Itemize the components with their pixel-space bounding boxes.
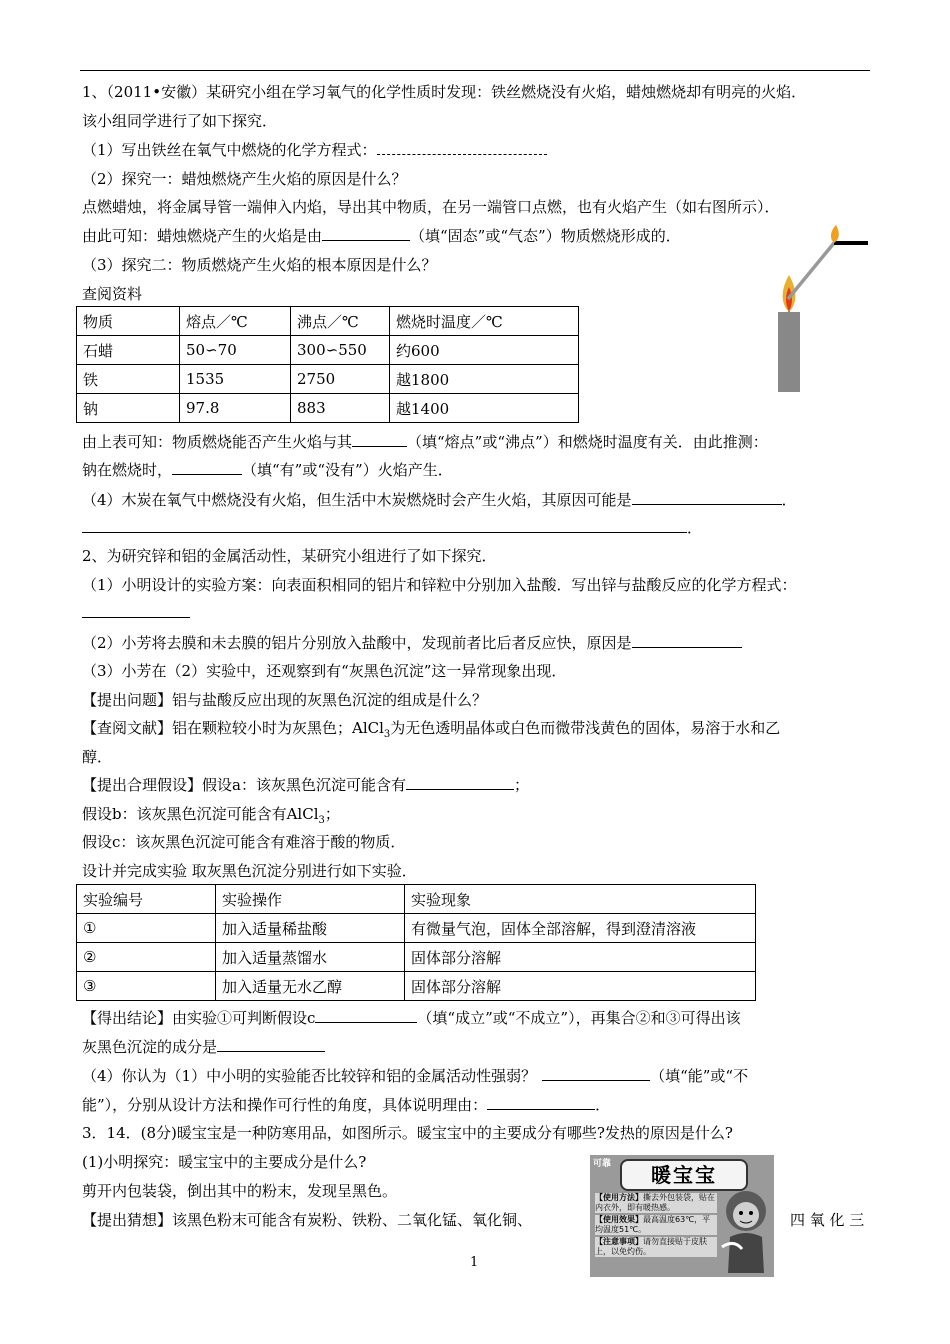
cartoon-figure [718, 1185, 772, 1275]
table-header: 燃烧时温度／℃ [390, 307, 579, 336]
table-cell: 2750 [291, 365, 390, 394]
answer-blank[interactable] [377, 145, 547, 155]
q1-sodium: 钠在燃烧时， （填“有”或“没有”）火焰产生． [82, 461, 453, 479]
experiment-table [76, 884, 756, 1001]
table-cell: 加入适量无水乙醇 [216, 972, 405, 1001]
table-cell: ③ [77, 972, 216, 1001]
q2-literature: 【查阅文献】铝在颗粒较小时为灰黑色；AlCl$_3$为无色透明晶体或白色而微带浅黄色的固体，易溶于水和乙 [82, 719, 781, 740]
table-header-row [77, 307, 579, 336]
answer-blank[interactable] [172, 460, 242, 475]
q2-question: 【提出问题】铝与盐酸反应出现的灰黑色沉淀的组成是什么？ [82, 691, 488, 709]
answer-blank[interactable] [352, 432, 407, 447]
table-cell: 加入适量蒸馏水 [216, 943, 405, 972]
candle-figure [770, 225, 870, 395]
header-rule [80, 70, 870, 71]
metal-tube [788, 243, 834, 299]
table-cell: 约600 [390, 336, 579, 365]
q1-reference: 查阅资料 [82, 285, 143, 303]
tube-flame [831, 225, 839, 243]
table-row [77, 943, 756, 972]
q1-part4: （4）木炭在氧气中燃烧没有火焰，但生活中木炭燃烧时会产生火焰，其原因可能是 ． [82, 491, 797, 509]
candle-body [778, 312, 800, 392]
table-cell: 铁 [77, 365, 180, 394]
answer-blank[interactable] [322, 226, 410, 241]
q2-design: 设计并完成实验 取灰黑色沉淀分别进行如下实验． [82, 862, 417, 880]
q2-hypothesis-b: 假设b：该灰黑色沉淀可能含有AlCl$_3$； [82, 805, 340, 826]
q2-intro: 2、为研究锌和铝的金属活动性，某研究小组进行了如下探究． [82, 547, 497, 565]
table-cell: ① [77, 914, 216, 943]
q2-part4-line2: 能”），分别从设计方法和操作可行性的角度，具体说明理由： ． [82, 1096, 611, 1114]
package-title: 暖宝宝 [620, 1159, 748, 1191]
q2-literature-end: 醇． [82, 748, 113, 766]
q1-part1: （1）写出铁丝在氧气中燃烧的化学方程式： [82, 140, 547, 160]
answer-blank[interactable] [82, 518, 687, 533]
q2-part4: （4）你认为（1）中小明的实验能否比较锌和铝的金属活动性强弱？ （填“能”或“不 [82, 1067, 749, 1085]
table-cell: ② [77, 943, 216, 972]
table-cell: 固体部分溶解 [405, 972, 756, 1001]
table-row [77, 972, 756, 1001]
q1-part3: （3）探究二：物质燃烧产生火焰的根本原因是什么？ [82, 256, 437, 274]
table-cell: 97.8 [180, 394, 291, 423]
table-cell: 石蜡 [77, 336, 180, 365]
hand-warmer-image [590, 1155, 774, 1277]
answer-blank[interactable] [487, 1095, 595, 1110]
q3-guess: 【提出猜想】该黑色粉末可能含有炭粉、铁粉、二氧化锰、氧化铜、 [82, 1211, 533, 1229]
q2-part1-answer [82, 603, 190, 623]
table-cell: 钠 [77, 394, 180, 423]
answer-blank[interactable] [632, 490, 782, 505]
q3-guess-continued: 四 氧 化 三 [790, 1211, 865, 1229]
package-logo: 可靠 [593, 1159, 612, 1169]
q3-part1: (1)小明探究：暖宝宝中的主要成分是什么? [82, 1153, 367, 1171]
answer-blank[interactable] [82, 603, 190, 618]
answer-blank[interactable] [315, 1008, 417, 1023]
q2-part3: （3）小芳在（2）实验中，还观察到有“灰黑色沉淀”这一异常现象出现． [82, 662, 567, 680]
table-header: 物质 [77, 307, 180, 336]
table-row [77, 394, 579, 423]
answer-blank[interactable] [632, 633, 742, 648]
q3-part1-text: 剪开内包装袋，倒出其中的粉末，发现呈黑色。 [82, 1182, 398, 1200]
q2-hypothesis-a: 【提出合理假设】假设a：该灰黑色沉淀可能含有 ； [82, 776, 529, 794]
answer-blank[interactable] [406, 775, 514, 790]
table-row [77, 336, 579, 365]
answer-blank[interactable] [542, 1066, 650, 1081]
q3-intro: 3．14．(8分)暖宝宝是一种防寒用品，如图所示。暖宝宝中的主要成分有哪些?发热的原因是什么? [82, 1124, 733, 1142]
table-cell: 883 [291, 394, 390, 423]
q2-conclusion: 【得出结论】由实验①可判断假设c （填“成立”或“不成立”），再集合②和③可得出该 [82, 1009, 741, 1027]
table-cell: 加入适量稀盐酸 [216, 914, 405, 943]
table-header: 熔点／℃ [180, 307, 291, 336]
table-cell: 有微量气泡，固体全部溶解，得到澄清溶液 [405, 914, 756, 943]
table-header: 实验操作 [216, 885, 405, 914]
table-header: 实验编号 [77, 885, 216, 914]
q1-part2: （2）探究一：蜡烛燃烧产生火焰的原因是什么？ [82, 170, 407, 188]
q1-part2-text: 点燃蜡烛，将金属导管一端伸入内焰，导出其中物质，在另一端管口点燃，也有火焰产生（如右图所示）． [82, 198, 780, 216]
melting-point-table [76, 306, 579, 423]
table-row [77, 914, 756, 943]
q1-part4-line2: ． [82, 518, 702, 538]
table-cell: 越1800 [390, 365, 579, 394]
q1-part2-conclusion: 由此可知：蜡烛燃烧产生的火焰是由 （填“固态”或“气态”）物质燃烧形成的． [82, 227, 681, 245]
q2-conclusion-line2: 灰黑色沉淀的成分是 [82, 1037, 325, 1057]
table-cell: 固体部分溶解 [405, 943, 756, 972]
package-instructions: 【使用方法】撕去外包装袋，贴在内衣外，即有暖热感。 【使用效果】最高温度63℃，平均温度51℃。 【注意事项】请勿直接贴于皮肤上，以免灼伤。 [595, 1193, 715, 1256]
table-cell: 越1400 [390, 394, 579, 423]
q1-table-conclusion: 由上表可知：物质燃烧能否产生火焰与其 （填“熔点”或“沸点”）和燃烧时温度有关．由此推测： [82, 433, 768, 451]
page-number: 1 [470, 1255, 479, 1270]
table-header: 实验现象 [405, 885, 756, 914]
table-row [77, 365, 579, 394]
q2-hypothesis-c: 假设c：该灰黑色沉淀可能含有难溶于酸的物质． [82, 833, 406, 851]
table-cell: 300∽550 [291, 336, 390, 365]
answer-blank[interactable] [217, 1037, 325, 1052]
table-cell: 1535 [180, 365, 291, 394]
table-cell: 50∽70 [180, 336, 291, 365]
q2-part2: （2）小芳将去膜和未去膜的铝片分别放入盐酸中，发现前者比后者反应快，原因是 [82, 633, 742, 653]
q1-line1: 1、（2011•安徽）某研究小组在学习氧气的化学性质时发现：铁丝燃烧没有火焰，蜡烛燃烧却有明亮的火焰． [82, 83, 807, 101]
table-header-row [77, 885, 756, 914]
q1-line2: 该小组同学进行了如下探究． [82, 112, 278, 130]
table-header: 沸点／℃ [291, 307, 390, 336]
q2-part1: （1）小明设计的实验方案：向表面积相同的铝片和锌粒中分别加入盐酸．写出锌与盐酸反应的化学方程式： [82, 576, 797, 594]
